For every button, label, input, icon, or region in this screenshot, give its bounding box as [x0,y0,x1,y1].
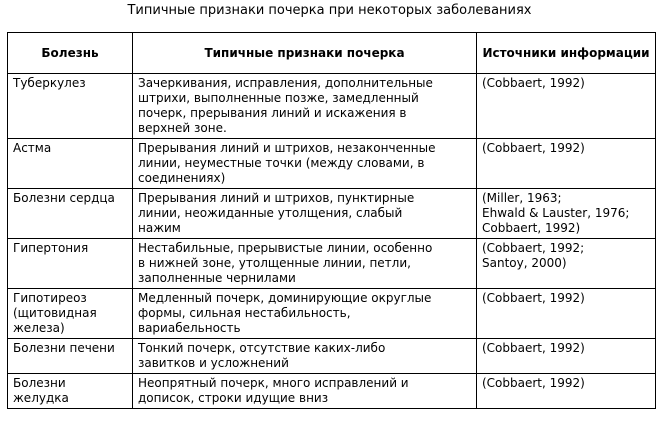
signs-cell-line: формы, сильная нестабильность, [138,306,351,320]
signs-cell [133,239,477,289]
signs-cell-line: нажим [138,221,181,235]
disease-cell-line: железа) [13,321,65,335]
disease-cell-line: Гипотиреоз [13,291,87,305]
signs-cell [133,374,477,409]
table-row [8,289,656,339]
table-row [8,74,656,139]
sources-cell-line: (Cobbaert, 1992) [482,76,585,90]
signs-cell-line: верхней зоне. [138,121,227,135]
table-row [8,374,656,409]
signs-cell [133,139,477,189]
sources-cell-line: (Miller, 1963; [482,191,562,205]
table-row [8,339,656,374]
signs-cell-line: в нижней зоне, утолщенные линии, петли, [138,256,411,270]
sources-cell [477,239,656,289]
header-sources [477,33,656,74]
signs-cell-line: заполненные чернилами [138,271,296,285]
table-row [8,189,656,239]
sources-cell [477,139,656,189]
table-header-row [8,33,656,74]
signs-cell-line: линии, неуместные точки (между словами, в [138,156,425,170]
signs-cell [133,339,477,374]
disease-cell [8,339,133,374]
header-sources-line2: информации [560,45,650,60]
header-sources-line1: Источники [482,45,557,60]
header-signs: Типичные признаки почерка [133,33,477,74]
disease-cell-line: Туберкулез [13,76,86,90]
signs-cell-line: почерк, прерывания линий и искажения в [138,106,407,120]
signs-cell-line: Тонкий почерк, отсутствие каких-либо [138,341,386,355]
signs-cell-line: соединениях) [138,171,226,185]
signs-cell [133,189,477,239]
header-disease: Болезнь [8,33,133,74]
disease-cell-line: Болезни [13,376,66,390]
signs-cell-line: Нестабильные, прерывистые линии, особенно [138,241,433,255]
signs-cell-line: Зачеркивания, исправления, дополнительные [138,76,433,90]
signs-cell-line: линии, неожиданные утолщения, слабый [138,206,403,220]
disease-cell-line: Гипертония [13,241,89,255]
disease-cell [8,374,133,409]
signs-cell-line: Неопрятный почерк, много исправлений и [138,376,409,390]
signs-cell-line: дописок, строки идущие вниз [138,391,329,405]
sources-cell-line: Santoy, 2000) [482,256,567,270]
sources-cell [477,289,656,339]
handwriting-diseases-table [7,32,656,409]
table-body [8,74,656,409]
disease-cell [8,189,133,239]
table-row [8,239,656,289]
sources-cell-line: (Cobbaert, 1992) [482,341,585,355]
signs-cell-line: Медленный почерк, доминирующие округлые [138,291,432,305]
signs-cell [133,289,477,339]
disease-cell-line: желудка [13,391,69,405]
sources-cell-line: Ehwald & Lauster, 1976; [482,206,630,220]
sources-cell [477,189,656,239]
disease-cell-line: Болезни сердца [13,191,115,205]
sources-cell-line: (Cobbaert, 1992; [482,241,585,255]
signs-cell-line: Прерывания линий и штрихов, пунктирные [138,191,415,205]
disease-cell-line: (щитовидная [13,306,97,320]
signs-cell-line: штрихи, выполненные позже, замедленный [138,91,419,105]
sources-cell-line: (Cobbaert, 1992) [482,376,585,390]
sources-cell-line: Cobbaert, 1992) [482,221,581,235]
sources-cell [477,374,656,409]
sources-cell [477,339,656,374]
sources-cell-line: (Cobbaert, 1992) [482,141,585,155]
disease-cell [8,289,133,339]
signs-cell-line: Прерывания линий и штрихов, незаконченные [138,141,436,155]
signs-cell-line: вариабельность [138,321,241,335]
sources-cell-line: (Cobbaert, 1992) [482,291,585,305]
disease-cell [8,239,133,289]
disease-cell [8,74,133,139]
table-row [8,139,656,189]
table-caption: Типичные признаки почерка при некоторых заболеваниях [127,3,532,18]
sources-cell [477,74,656,139]
disease-cell-line: Болезни печени [13,341,115,355]
disease-cell-line: Астма [13,141,52,155]
signs-cell [133,74,477,139]
signs-cell-line: завитков и усложнений [138,356,289,370]
disease-cell [8,139,133,189]
